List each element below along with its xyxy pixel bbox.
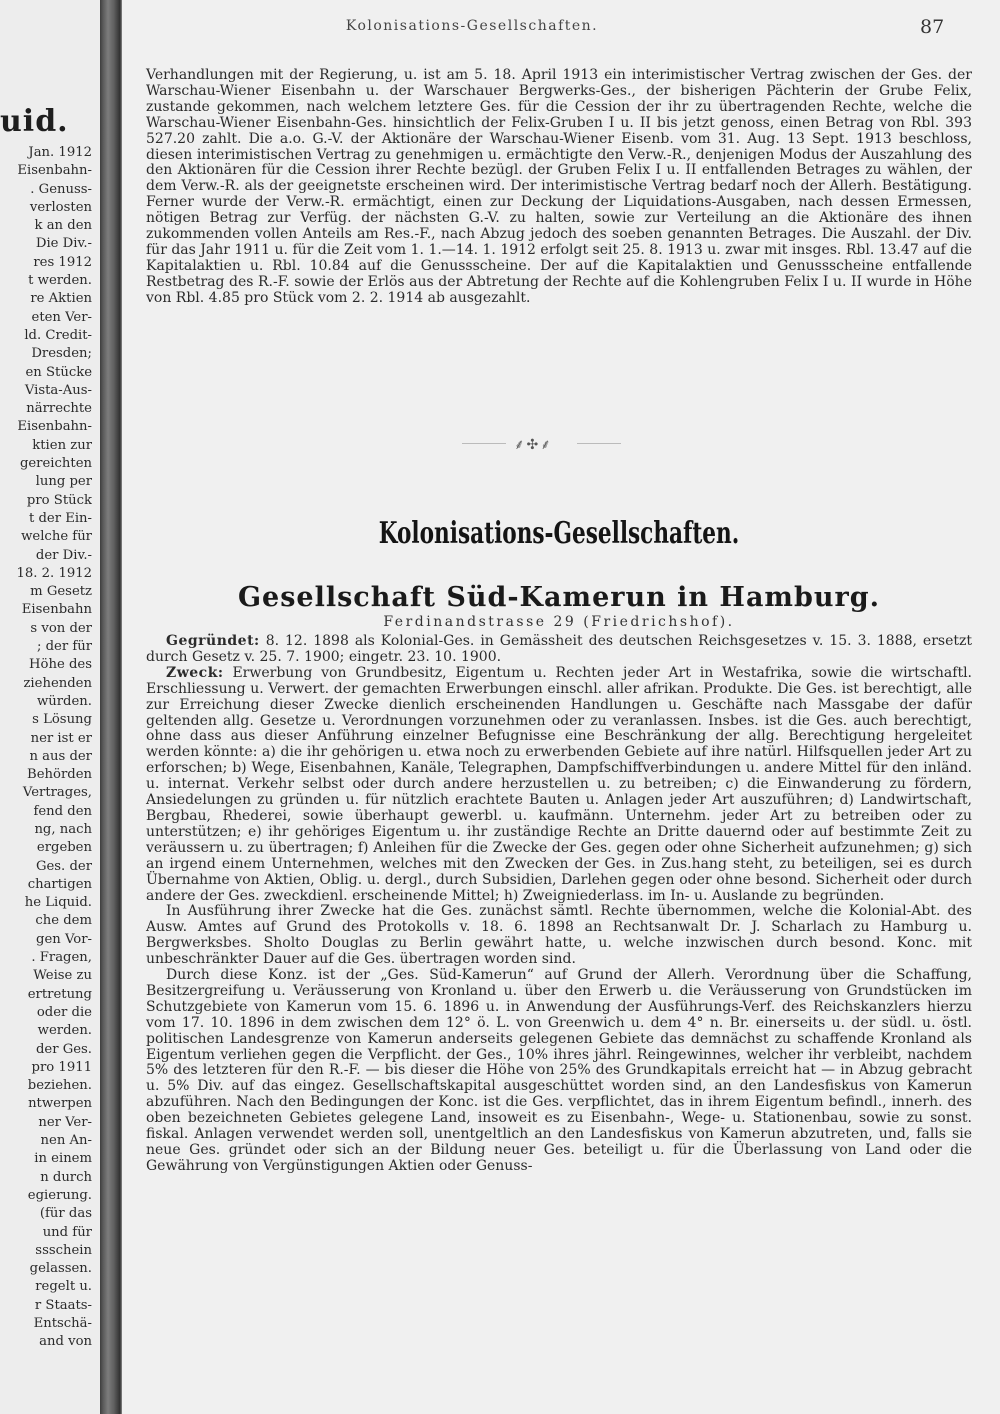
left-page-line: oder die — [36, 1004, 92, 1020]
left-page-line: Höhe des — [29, 657, 92, 673]
left-page-line: gelassen. — [29, 1261, 92, 1277]
intro-paragraph: Verhandlungen mit der Regierung, u. ist am 5. 18. April 1913 ein interimistischer Vertrag zwischen der Ges. der Warschau-Wiener Eisenbahn u. der Warschauer Bergwerks-Ges., der bisherigen Pächterin der Grube Felix, zustande gekommen, nach welchem letztere Ges. für die Cession der ihr zu übertragenden Rechte, welche die Warschau-Wiener Eisenbahn-Ges. hinsichtlich der Felix-Gruben I u. II bis jetzt genoss, einen Betrag von Rbl. 393 527.20 zahlt. Die a.o. G.-V. der Aktionäre der Warschau-Wiener Eisenb. vom 31. Aug. 13 Sept. 1913 beschloss, diesen interimistischen Vertrag zu genehmigen u. ermächtigte den Verw.-R., denjenigen Modus der Auszahlung des den Aktionären für die Cession ihrer Rechte bezügl. der Gruben Felix I u. II entfallenden Betrages zu wählen, der dem Verw.-R. als der geeignetste erscheinen wird. Der interimistische Vertrag bedarf noch der Allerh. Bestätigung. Ferner wurde der Verw.-R. ermächtigt, einen zur Deckung der Liquidations-Ausgaben, nach dessen Ermessen, nötigen Betrag zur Verfüg. der nächsten G.-V. zu halten, sowie zur Verteilung an die Aktionäre des ihnen zukommenden vollen Anteils am Res.-F., nach Abzug jedoch des soeben genannten Betrages. Die Auszahl. der Div. für das Jahr 1911 u. für die Zeit vom 1. 1.—14. 1. 1912 erfolgt seit 25. 8. 1913 u. zwar mit insges. Rbl. 13.47 auf die Kapitalaktien u. Rbl. 10.84 auf die Genussscheine. Der auf die Kapitalaktien und Genussscheine entfallende Restbetrag des R.-F. sowie der Erlös aus der Abtretung der Rechte auf die Kohlengruben Felix I u. II wurde in Höhe von Rbl. 4.85 pro Stück vom 2. 2. 1914 ab ausgezahlt. — [146, 67, 972, 306]
left-page-line: ner ist er — [30, 730, 92, 746]
left-page-line: nen An- — [40, 1133, 92, 1149]
left-page-line: ntwerpen — [28, 1096, 92, 1112]
left-page-line: in einem — [34, 1151, 92, 1167]
left-page-line: pro Stück — [26, 492, 92, 508]
left-page-line: Eisenbahn- — [17, 419, 92, 435]
left-page-line: re Aktien — [30, 291, 92, 307]
left-page-line: ktien zur — [32, 437, 92, 453]
left-page-line: Entschä- — [33, 1316, 92, 1331]
company-entry-body — [146, 634, 972, 1175]
company-name: Gesellschaft Süd-Kamerun in Hamburg. — [237, 582, 881, 613]
left-page-line: che dem — [35, 913, 92, 929]
left-page-line: en Stücke — [25, 364, 92, 380]
left-page-line: ziehenden — [23, 675, 92, 691]
left-page-line: ertretung — [27, 986, 92, 1002]
left-page-line: (für das — [39, 1206, 92, 1222]
left-page-line: ld. Credit- — [24, 327, 92, 343]
left-page-line: Jan. 1912 — [28, 145, 92, 160]
left-page-line: ner Ver- — [38, 1114, 92, 1130]
purpose-text: Erwerbung von Grundbesitz, Eigentum u. Rechten jeder Art in Westafrika, sowie die wirtschaftl. Erschliessung u. Verwert. der gemachten Erwerbungen einschl. aller afrikan. Produkte. Die Ges. ist berechtigt, alle zur Erreichung dieser Zwecke dienlich erscheinenden Handlungen u. Geschäfte nach Massgabe der dafür geltenden allg. Gesetze u. Verordnungen vorzunehmen oder zu veranlassen. Insbes. ist die Ges. auch berechtigt, ohne dass aus dieser Anführung einzelner Befugnisse eine Beschränkung der allg. Berechtigung hergeleitet werden könnte: a) die ihr gehörigen u. etwa noch zu erwerbenden Gebiete auf ihre natürl. Hilfsquellen jeder Art zu erforschen; b) Wege, Eisenbahnen, Kanäle, Telegraphen, Dampfschiffverbindungen u. andere Mittel für den inländ. u. internat. Verkehr selbst oder durch andere herzustellen u. zu betreiben; c) die Einwanderung zu fördern, Ansiedelungen zu gründen u. für nützlich erachtete Bauten u. Anlagen jeder Art auszuführen; d) Landwirtschaft, Bergbau, Rhederei, sowie überhaupt gewerbl. u. kaufmänn. Unternehm. jeder Art zu betreiben oder zu unterstützen; e) ihr gehöriges Eigentum u. ihr zuständige Rechte an Dritte dauernd oder auf bestimmte Zeit zu veräussern u. zu übertragen; f) Anleihen für die Zwecke der Ges. gegen oder ohne Sicherheit aufzunehmen; g) sich an irgend einem Unternehmen, welches mit den Zwecken der Ges. in Zus.hang steht, zu beteiligen, sei es durch Übernahme von Aktien, Oblig. u. dergl., durch Subsidien, Darlehen gegen oder ohne besond. Sicherheit oder durch andere der Ges. zweckdienl. erscheinende Mittel; h) Zweigniederlass. im In- u. Auslande zu begründen. — [146, 664, 973, 904]
left-page-text-column — [0, 144, 92, 1352]
left-page-line: gereichten — [19, 456, 92, 472]
left-page-line: der Ges. — [35, 1041, 92, 1057]
ornament: ⸙✣⸙ — [514, 437, 553, 453]
founded-label: Gegründet: — [166, 633, 260, 649]
left-page-line: t werden. — [28, 273, 92, 289]
left-page-line: res 1912 — [33, 254, 92, 270]
ornament-rule-left — [462, 443, 506, 444]
ornament-rule-right — [577, 443, 621, 444]
founded-paragraph — [146, 634, 972, 666]
left-page-line: he Liquid. — [24, 895, 92, 911]
left-page-line: regelt u. — [35, 1279, 92, 1295]
section-title: Kolonisations-Gesellschaften. — [378, 516, 740, 551]
left-page-line: und für — [42, 1224, 92, 1240]
left-page-line: chartigen — [27, 876, 92, 892]
page — [122, 0, 1000, 1414]
left-page-line: Weise zu — [33, 968, 92, 984]
left-page-line: ; der für — [36, 639, 92, 655]
kronland-paragraph: Durch diese Konz. ist der „Ges. Süd-Kamerun“ auf Grund der Allerh. Verordnung über die Schaffung, Besitzergreifung u. Veräusserung von Kronland u. über den Erwerb u. die Veräusserung von Grundstücken im Schutzgebiete von Kamerun vom 15. 6. 1896 u. in Anwendung der Ausführungs-Verf. des Reichskanzlers hierzu vom 17. 10. 1896 in dem zwischen dem 12° ö. L. von Greenwich u. dem 4° n. Br. einerseits u. der südl. u. östl. politischen Landesgrenze von Kamerun anderseits gelegenen Gebiete das demnächst zu schaffende Kronland als Eigentum verliehen gegen die Verpflicht. der Ges., 10% ihres jährl. Reingewinnes, welcher ihr verbleibt, nachdem 5% des letzteren für den R.-F. — bis dieser die Höhe von 25% des Grundkapitals erreicht hat — in Abzug gebracht u. 5% Div. auf das eingez. Gesellschaftskapital ausgeschüttet worden sind, an den Landesfiskus von Kamerun abzuführen. Nach den Bedingungen der Konc. ist die Ges. verpflichtet, das in ihrem Eigentum befindl., innerh. des oben bezeichneten Gebietes gelegene Land, insoweit es zu Eisenbahn-, Wege- u. Stationenbau, sowie zu sonst. fiskal. Anlagen verwendet werden soll, unentgeltlich an den Landesfiskus von Kamerun abzutreten, und, falls sie neue Ges. gründet oder sich an der Bildung neuer Ges. beteiligt u. für die Überlassung von Land oder die Gewährung von Vergünstigungen Aktien oder Genuss- — [146, 967, 972, 1174]
left-page-line: Ges. der — [35, 858, 92, 874]
left-page-line: gen Vor- — [36, 931, 92, 947]
left-page-line: s Lösung — [32, 712, 92, 728]
book-gutter — [100, 0, 122, 1414]
left-page-line: werden. — [37, 1023, 92, 1039]
left-page-line: t der Ein- — [28, 510, 92, 526]
left-page-line: fend den — [33, 803, 92, 819]
page-header — [122, 16, 972, 40]
company-address: Ferdinandstrasse 29 (Friedrichshof). — [383, 614, 735, 630]
left-page-line: Eisenbahn- — [17, 163, 92, 179]
left-page-heading-fragment: uid. — [0, 104, 69, 139]
left-page-line: Eisenbahn — [21, 602, 92, 618]
left-page-line: verlosten — [29, 199, 92, 215]
page-number: 87 — [920, 16, 945, 38]
left-page-line: and von — [39, 1334, 92, 1350]
left-page-line: Vista-Aus- — [24, 382, 92, 398]
left-page-line: n aus der — [29, 748, 92, 764]
left-page-line: ergeben — [36, 840, 92, 856]
left-page-line: Dresden; — [31, 346, 92, 362]
left-page-line: eten Ver- — [31, 309, 92, 325]
intro-paragraph-block — [146, 68, 972, 307]
left-page-line: beziehen. — [27, 1078, 92, 1094]
left-page-line: lung per — [35, 474, 92, 490]
running-title: Kolonisations-Gesellschaften. — [345, 18, 599, 34]
left-page-strip — [0, 0, 100, 1414]
purpose-label: Zweck: — [166, 664, 224, 681]
left-page-line: Die Div.- — [35, 236, 92, 252]
left-page-line: s von der — [30, 620, 92, 636]
left-page-line: r Staats- — [34, 1297, 92, 1313]
left-page-line: Behörden — [27, 767, 92, 783]
left-page-line: würden. — [36, 693, 92, 709]
left-page-line: egierung. — [27, 1187, 92, 1203]
left-page-line: k an den — [34, 218, 92, 234]
left-page-line: . Genuss- — [30, 181, 92, 197]
left-page-line: der Div.- — [35, 547, 92, 563]
founded-text: 8. 12. 1898 als Kolonial-Ges. in Gemässheit des deutschen Reichsgesetzes v. 15. 3. 1888, ersetzt durch Gesetz v. 25. 7. 1900; eingetr. 23. 10. 1900. — [146, 633, 972, 665]
left-page-line: m Gesetz — [30, 584, 92, 600]
left-page-line: welche für — [21, 529, 92, 545]
left-page-line: Vertrages, — [22, 785, 92, 801]
left-page-line: 18. 2. 1912 — [16, 565, 92, 581]
left-page-line: närrechte — [26, 401, 92, 417]
left-page-line: ssschein — [35, 1242, 92, 1258]
left-page-line: n durch — [40, 1169, 92, 1185]
purpose-paragraph — [146, 666, 972, 905]
concession-paragraph: In Ausführung ihrer Zwecke hat die Ges. zunächst sämtl. Rechte übernommen, welche die Kolonial-Abt. des Ausw. Amtes auf Grund des Protokolls v. 18. 6. 1898 an Rechtsanwalt Dr. J. Scharlach zu Hamburg u. Bergwerksbes. Sholto Douglas zu Berlin gewährt hatte, u. welche inzwischen durch besond. Konc. mit unbeschränkter Dauer auf die Ges. übertragen worden sind. — [146, 903, 972, 968]
left-page-line: ng, nach — [34, 821, 92, 837]
left-page-line: . Fragen, — [31, 950, 92, 966]
left-page-line: pro 1911 — [31, 1059, 92, 1075]
